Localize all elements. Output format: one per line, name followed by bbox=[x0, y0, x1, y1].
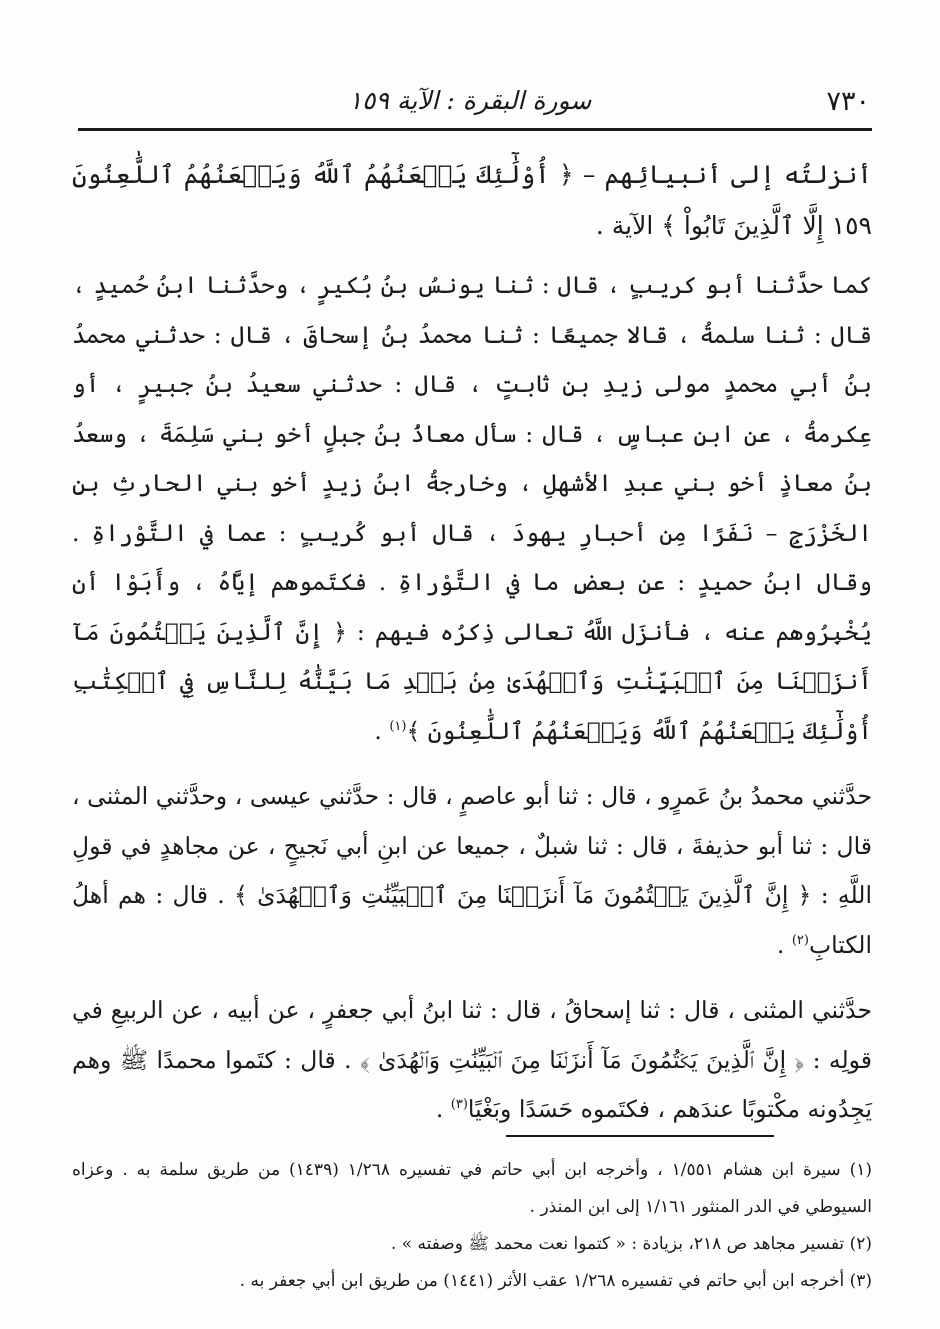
paragraph-1 bbox=[72, 150, 872, 251]
page-header bbox=[70, 80, 870, 120]
footnote-ref-1: (١) bbox=[389, 718, 407, 734]
footnote-1: (١) سيرة ابن هشام ١/٥٥١ ، وأخرجه ابن أبي حاتم في تفسيره ١/٢٦٨ (١٤٣٩) من طريق سلمة به . وعزاه السيوطي في الدر المنثور ١/١٦١ إلى ابن المنذر . bbox=[72, 1160, 873, 1217]
paragraph-4-text: حدَّثني المثنى ، قال : ثنا إسحاقُ ، قال : ثنا ابنُ أبي جعفرٍ ، عن أبيه ، عن الربيعِ في قولِه : ﴿ إِنَّ ٱلَّذِينَ يَكۡتُمُونَ مَآ أَنزَلۡنَا مِنَ ٱلۡبَيِّنَٰتِ وَٱلۡهُدَىٰ ﴾ . قال : كتَموا محمدًا ﷺ وهم يَجِدُونه مكْتوبًا عندَهم ، فكتَموه حَسَدًا وبَغْيًا bbox=[72, 996, 872, 1123]
paragraph-3-text: حدَّثني محمدُ بنُ عَمرٍو ، قال : ثنا أبو عاصمٍ ، قال : حدَّثني عيسى ، وحدَّثني المثنى ، قال : ثنا أبو حذيفةَ ، قال : ثنا شبلٌ ، جميعا عن ابنِ أبي نَجيحٍ ، عن مجاهدٍ في قولِ اللَّهِ : ﴿ إِنَّ ٱلَّذِينَ يَكۡتُمُونَ مَآ أَنزَلۡنَا مِنَ ٱلۡبَيِّنَٰتِ وَٱلۡهُدَىٰ ﴾ . قال : هم أهلُ الكتابِ bbox=[72, 782, 872, 959]
footnote-ref-2: (٢) bbox=[791, 932, 809, 948]
footnote-separator bbox=[506, 1135, 774, 1137]
paragraph-1-text: أنزلتُه إلى أنبيائِهم – ﴿ أُوْلَٰٓئِكَ يَلۡعَنُهُمُ ٱللَّهُ وَيَلۡعَنُهُمُ ٱللَّٰعِنُونَ ١٥٩ إِلَّا ٱلَّذِينَ تَابُواْ ﴾ الآية . bbox=[72, 160, 872, 240]
paragraph-4 bbox=[72, 986, 872, 1135]
paragraph-3-end: . bbox=[776, 930, 792, 959]
page-number: ٧٣٠ bbox=[826, 86, 870, 117]
paragraph-3 bbox=[72, 772, 872, 970]
footnote-3: (٣) أخرجه ابن أبي حاتم في تفسيره ١/٢٦٨ عقب الأثر (١٤٤١) من طريق ابن أبي جعفر به . bbox=[239, 1271, 872, 1291]
paragraph-2 bbox=[72, 261, 872, 756]
footnote-ref-3: (٣) bbox=[450, 1097, 468, 1113]
footnotes bbox=[72, 1152, 872, 1300]
paragraph-2-text: كما حدَّثنا أبو كريبٍ ، قال : ثنا يونسُ بنُ بُكيرٍ ، وحدَّثنا ابنُ حُميدٍ ، قال : ثنا سلمةُ ، قالا جميعًا : ثنا محمدُ بنُ إسحاقَ ، قال : حدثني محمدُ بنُ أبي محمدٍ مولى زيدِ بنِ ثابتٍ ، قال : حدثني سعيدُ بنُ جبيرٍ ، أو عِكرمةُ ، عن ابنِ عباسٍ ، قال : سأل معاذُ بنُ جبلٍ أخو بني سَلِمَةَ ، وسعدُ بنُ معاذٍ أخو بني عبدِ الأشهلِ ، وخارجةُ ابنُ زيدٍ أخو بني الحارثِ بنِ الخَزْرَجِ – نَفَرًا مِن أحبارِ يهودَ ، قال أبو كُريبٍ : عما في التَّوْراةِ . وقال ابنُ حميدٍ : عن بعضِ ما في التَّوْراةِ . فكتَموهم إيَّاهُ ، وأَبَوْا أن يُخْبِرُوهم عنه ، فأنزَل اللَّهُ تعالى ذِكرُه فيهم : ﴿ إِنَّ ٱلَّذِينَ يَكۡتُمُونَ مَآ أَنزَلۡنَا مِنَ ٱلۡبَيِّنَٰتِ وَٱلۡهُدَىٰ مِنۢ بَعۡدِ مَا بَيَّنَّٰهُ لِلنَّاسِ فِي ٱلۡكِتَٰبِ أُوْلَٰٓئِكَ يَلۡعَنُهُمُ ٱللَّهُ وَيَلۡعَنُهُمُ ٱللَّٰعِنُونَ ﴾ bbox=[72, 271, 872, 745]
paragraph-2-end: . bbox=[374, 716, 390, 745]
paragraph-4-end: . bbox=[435, 1095, 451, 1123]
main-text bbox=[72, 150, 872, 1135]
header-rule bbox=[78, 128, 872, 131]
footnote-2: (٢) تفسير مجاهد ص ٢١٨، بزيادة : « كتموا نعت محمد ﷺ وصفته » . bbox=[390, 1234, 872, 1254]
running-title: سورة البقرة : الآية ١٥٩ bbox=[348, 86, 592, 115]
